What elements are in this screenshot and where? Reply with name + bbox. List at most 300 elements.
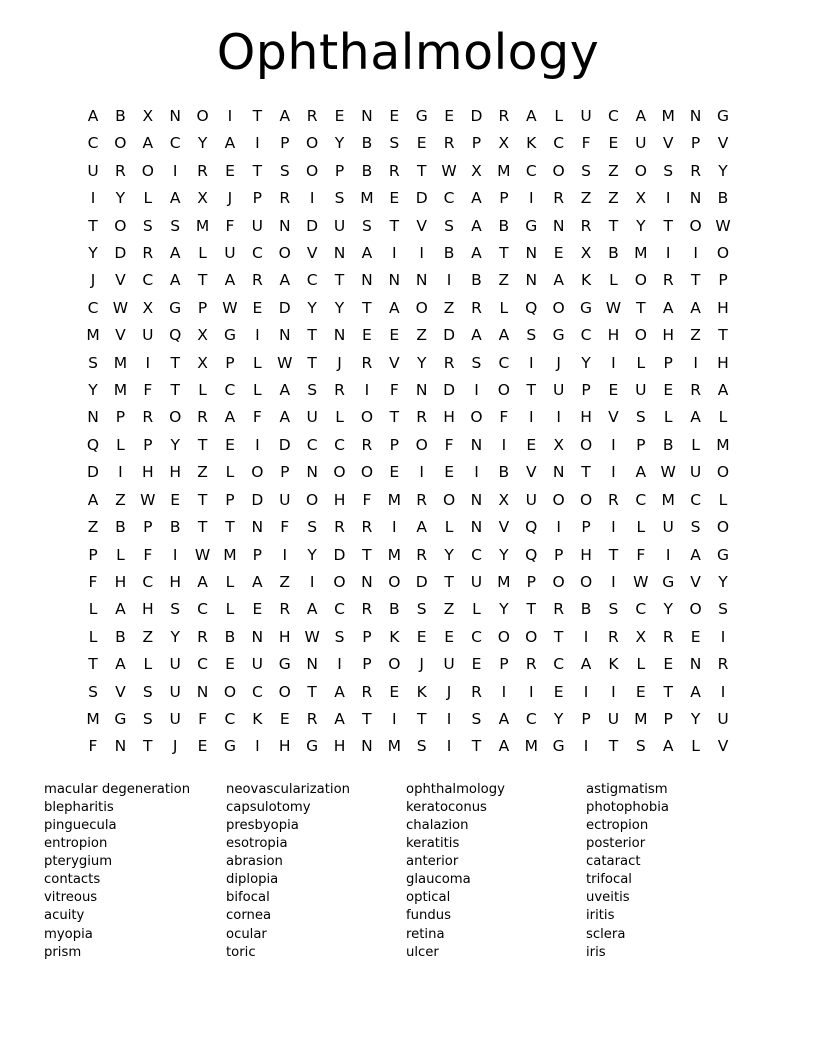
grid-cell[interactable]: N bbox=[470, 435, 483, 454]
grid-cell[interactable]: H bbox=[278, 627, 291, 646]
grid-cell[interactable]: X bbox=[197, 326, 208, 345]
grid-cell[interactable]: S bbox=[142, 216, 153, 235]
grid-cell[interactable]: I bbox=[446, 709, 452, 728]
grid-cell[interactable]: P bbox=[471, 134, 482, 153]
grid-cell[interactable]: P bbox=[663, 353, 673, 372]
grid-cell[interactable]: W bbox=[140, 490, 156, 509]
grid-cell[interactable]: V bbox=[115, 682, 126, 701]
grid-cell[interactable]: K bbox=[526, 134, 537, 153]
word-list-item[interactable]: acuity bbox=[44, 908, 85, 924]
word-list-item[interactable]: posterior bbox=[586, 836, 646, 852]
grid-cell[interactable]: A bbox=[471, 326, 482, 345]
grid-cell[interactable]: P bbox=[362, 655, 372, 674]
grid-cell[interactable]: T bbox=[416, 161, 427, 180]
grid-cell[interactable]: O bbox=[196, 107, 209, 125]
grid-cell[interactable]: D bbox=[87, 463, 99, 482]
grid-cell[interactable]: A bbox=[169, 189, 181, 208]
grid-cell[interactable]: O bbox=[689, 600, 702, 619]
grid-cell[interactable]: V bbox=[389, 353, 400, 372]
grid-cell[interactable]: C bbox=[142, 572, 154, 591]
grid-cell[interactable]: R bbox=[471, 298, 482, 317]
grid-cell[interactable]: M bbox=[195, 216, 210, 235]
grid-cell[interactable]: O bbox=[552, 490, 565, 509]
grid-cell[interactable]: A bbox=[169, 271, 181, 290]
grid-cell[interactable]: N bbox=[278, 216, 291, 235]
grid-cell[interactable]: I bbox=[556, 408, 561, 427]
grid-cell[interactable]: I bbox=[611, 435, 616, 454]
word-list-item[interactable]: vitreous bbox=[44, 890, 98, 906]
grid-cell[interactable]: R bbox=[471, 682, 482, 701]
grid-cell[interactable]: P bbox=[143, 518, 153, 537]
grid-cell[interactable]: R bbox=[388, 161, 400, 180]
grid-cell[interactable]: C bbox=[525, 161, 537, 180]
grid-cell[interactable]: S bbox=[279, 161, 290, 180]
grid-cell[interactable]: C bbox=[471, 627, 482, 646]
grid-cell[interactable]: E bbox=[389, 682, 400, 701]
word-list-item[interactable]: sclera bbox=[586, 926, 626, 942]
grid-cell[interactable]: Z bbox=[498, 271, 510, 290]
grid-cell[interactable]: G bbox=[716, 107, 729, 125]
grid-cell[interactable]: B bbox=[443, 244, 455, 263]
grid-cell[interactable]: M bbox=[661, 107, 675, 125]
grid-cell[interactable]: B bbox=[471, 271, 482, 290]
grid-cell[interactable]: U bbox=[635, 134, 647, 153]
grid-cell[interactable]: C bbox=[334, 435, 345, 454]
grid-cell[interactable]: T bbox=[416, 709, 427, 728]
grid-cell[interactable]: A bbox=[279, 107, 291, 125]
grid-cell[interactable]: A bbox=[279, 271, 291, 290]
grid-cell[interactable]: Y bbox=[718, 161, 728, 180]
grid-cell[interactable]: W bbox=[222, 298, 238, 317]
grid-cell[interactable]: Q bbox=[525, 518, 538, 537]
grid-cell[interactable]: A bbox=[553, 271, 564, 290]
grid-cell[interactable]: I bbox=[528, 189, 534, 208]
grid-cell[interactable]: B bbox=[115, 518, 126, 537]
grid-cell[interactable]: A bbox=[690, 408, 701, 427]
grid-cell[interactable]: G bbox=[278, 655, 291, 674]
grid-cell[interactable]: T bbox=[690, 271, 701, 290]
grid-cell[interactable]: O bbox=[716, 244, 730, 263]
grid-cell[interactable]: X bbox=[580, 244, 592, 263]
grid-cell[interactable]: D bbox=[333, 545, 346, 564]
grid-cell[interactable]: N bbox=[361, 271, 373, 290]
grid-cell[interactable]: I bbox=[392, 244, 397, 263]
grid-cell[interactable]: O bbox=[306, 134, 319, 153]
grid-cell[interactable]: T bbox=[362, 709, 372, 728]
grid-cell[interactable]: Y bbox=[553, 709, 564, 728]
word-list-item[interactable]: photophobia bbox=[586, 799, 669, 815]
grid-cell[interactable]: I bbox=[611, 682, 616, 701]
grid-cell[interactable]: C bbox=[224, 381, 236, 400]
grid-cell[interactable]: E bbox=[471, 655, 482, 674]
word-list-item[interactable]: macular degeneration bbox=[44, 781, 191, 797]
grid-cell[interactable]: E bbox=[334, 107, 345, 125]
word-list-item[interactable]: keratitis bbox=[406, 836, 460, 852]
grid-cell[interactable]: E bbox=[444, 107, 454, 125]
grid-cell[interactable]: I bbox=[665, 545, 671, 564]
grid-cell[interactable]: O bbox=[525, 627, 538, 646]
grid-cell[interactable]: L bbox=[554, 107, 563, 125]
grid-cell[interactable]: F bbox=[499, 408, 509, 427]
grid-cell[interactable]: U bbox=[662, 518, 674, 537]
word-list-item[interactable]: presbyopia bbox=[226, 817, 299, 833]
letter-grid[interactable] bbox=[79, 103, 736, 761]
word-list-item[interactable]: entropion bbox=[44, 836, 108, 852]
grid-cell[interactable]: Y bbox=[307, 545, 317, 564]
grid-cell[interactable]: B bbox=[115, 107, 126, 125]
grid-cell[interactable]: R bbox=[197, 408, 208, 427]
grid-cell[interactable]: I bbox=[583, 737, 589, 756]
grid-cell[interactable]: X bbox=[498, 134, 510, 153]
grid-cell[interactable]: S bbox=[334, 627, 345, 646]
grid-cell[interactable]: I bbox=[446, 271, 452, 290]
grid-cell[interactable]: F bbox=[389, 381, 399, 400]
grid-cell[interactable]: J bbox=[419, 655, 424, 674]
grid-cell[interactable]: C bbox=[224, 709, 236, 728]
grid-cell[interactable]: I bbox=[255, 737, 260, 756]
grid-cell[interactable]: D bbox=[443, 381, 456, 400]
grid-cell[interactable]: C bbox=[197, 600, 208, 619]
grid-cell[interactable]: M bbox=[387, 490, 401, 509]
grid-cell[interactable]: C bbox=[87, 298, 99, 317]
grid-cell[interactable]: K bbox=[389, 627, 400, 646]
grid-cell[interactable]: Y bbox=[170, 627, 180, 646]
word-list-item[interactable]: ulcer bbox=[406, 944, 439, 960]
grid-cell[interactable]: T bbox=[389, 216, 400, 235]
grid-cell[interactable]: H bbox=[443, 408, 455, 427]
grid-cell[interactable]: Y bbox=[690, 709, 701, 728]
grid-cell[interactable]: L bbox=[88, 600, 98, 619]
grid-cell[interactable]: T bbox=[252, 161, 263, 180]
grid-cell[interactable]: E bbox=[389, 326, 400, 345]
grid-cell[interactable]: I bbox=[665, 189, 671, 208]
grid-cell[interactable]: R bbox=[197, 161, 208, 180]
grid-cell[interactable]: A bbox=[334, 682, 345, 701]
grid-cell[interactable]: Y bbox=[170, 435, 180, 454]
grid-cell[interactable]: V bbox=[115, 271, 126, 290]
grid-cell[interactable]: O bbox=[360, 408, 374, 427]
grid-cell[interactable]: O bbox=[552, 161, 565, 180]
grid-cell[interactable]: X bbox=[197, 189, 208, 208]
grid-cell[interactable]: T bbox=[88, 655, 98, 674]
grid-cell[interactable]: A bbox=[580, 655, 592, 674]
grid-cell[interactable]: Y bbox=[499, 600, 509, 619]
grid-cell[interactable]: P bbox=[197, 298, 208, 317]
word-list-item[interactable]: uveitis bbox=[586, 890, 630, 906]
grid-cell[interactable]: R bbox=[525, 655, 537, 674]
grid-cell[interactable]: M bbox=[113, 353, 128, 372]
grid-cell[interactable]: A bbox=[471, 189, 482, 208]
grid-cell[interactable]: I bbox=[227, 107, 233, 125]
grid-cell[interactable]: G bbox=[223, 737, 236, 756]
grid-cell[interactable]: O bbox=[497, 627, 510, 646]
grid-cell[interactable]: N bbox=[87, 408, 99, 427]
grid-cell[interactable]: A bbox=[389, 298, 400, 317]
grid-cell[interactable]: T bbox=[170, 353, 180, 372]
grid-cell[interactable]: A bbox=[224, 271, 236, 290]
grid-cell[interactable]: R bbox=[142, 408, 154, 427]
grid-cell[interactable]: U bbox=[251, 216, 264, 235]
grid-cell[interactable]: M bbox=[634, 709, 648, 728]
grid-cell[interactable]: C bbox=[635, 490, 647, 509]
grid-cell[interactable]: L bbox=[444, 518, 454, 537]
grid-cell[interactable]: R bbox=[361, 435, 373, 454]
grid-cell[interactable]: L bbox=[198, 244, 207, 263]
grid-cell[interactable]: Y bbox=[88, 244, 98, 263]
word-list-item[interactable]: iris bbox=[586, 944, 606, 960]
grid-cell[interactable]: X bbox=[197, 353, 208, 372]
grid-cell[interactable]: I bbox=[309, 189, 315, 208]
grid-cell[interactable]: V bbox=[690, 572, 701, 591]
grid-cell[interactable]: N bbox=[415, 381, 428, 400]
grid-cell[interactable]: A bbox=[87, 107, 99, 125]
grid-cell[interactable]: D bbox=[415, 572, 428, 591]
grid-cell[interactable]: U bbox=[607, 709, 620, 728]
grid-cell[interactable]: S bbox=[307, 518, 318, 537]
grid-cell[interactable]: P bbox=[690, 134, 701, 153]
grid-cell[interactable]: S bbox=[416, 600, 427, 619]
grid-cell[interactable]: N bbox=[114, 737, 127, 756]
grid-cell[interactable]: A bbox=[224, 134, 236, 153]
grid-cell[interactable]: P bbox=[526, 572, 536, 591]
grid-cell[interactable]: I bbox=[693, 353, 698, 372]
grid-cell[interactable]: C bbox=[580, 326, 592, 345]
grid-cell[interactable]: A bbox=[306, 600, 318, 619]
grid-cell[interactable]: E bbox=[389, 107, 400, 125]
grid-cell[interactable]: N bbox=[525, 244, 538, 263]
grid-cell[interactable]: C bbox=[690, 490, 702, 509]
grid-cell[interactable]: C bbox=[498, 353, 510, 372]
grid-cell[interactable]: U bbox=[635, 381, 647, 400]
grid-cell[interactable]: I bbox=[693, 244, 698, 263]
grid-cell[interactable]: I bbox=[419, 463, 424, 482]
grid-cell[interactable]: R bbox=[251, 271, 263, 290]
grid-cell[interactable]: N bbox=[689, 655, 702, 674]
grid-cell[interactable]: U bbox=[169, 655, 181, 674]
grid-cell[interactable]: P bbox=[280, 463, 290, 482]
grid-cell[interactable]: L bbox=[253, 353, 262, 372]
word-list-item[interactable]: ectropion bbox=[586, 817, 649, 833]
grid-cell[interactable]: P bbox=[389, 435, 399, 454]
word-list-item[interactable]: trifocal bbox=[586, 872, 632, 888]
grid-cell[interactable]: L bbox=[116, 435, 125, 454]
grid-cell[interactable]: L bbox=[198, 381, 207, 400]
grid-cell[interactable]: H bbox=[141, 600, 154, 619]
grid-cell[interactable]: R bbox=[690, 161, 701, 180]
grid-cell[interactable]: U bbox=[580, 107, 592, 125]
grid-cell[interactable]: V bbox=[662, 134, 674, 153]
grid-cell[interactable]: I bbox=[90, 189, 96, 208]
grid-cell[interactable]: E bbox=[170, 490, 181, 509]
grid-cell[interactable]: A bbox=[635, 107, 647, 125]
grid-cell[interactable]: N bbox=[251, 627, 264, 646]
grid-cell[interactable]: H bbox=[580, 545, 592, 564]
grid-cell[interactable]: O bbox=[251, 463, 264, 482]
grid-cell[interactable]: F bbox=[143, 381, 153, 400]
grid-cell[interactable]: T bbox=[143, 737, 153, 756]
grid-cell[interactable]: S bbox=[170, 600, 181, 619]
grid-cell[interactable]: I bbox=[501, 435, 507, 454]
grid-cell[interactable]: U bbox=[552, 381, 565, 400]
grid-cell[interactable]: N bbox=[470, 518, 483, 537]
grid-cell[interactable]: I bbox=[309, 572, 315, 591]
grid-cell[interactable]: E bbox=[225, 655, 235, 674]
grid-cell[interactable]: N bbox=[689, 107, 702, 125]
grid-cell[interactable]: Y bbox=[499, 545, 509, 564]
grid-cell[interactable]: J bbox=[446, 682, 452, 701]
grid-cell[interactable]: N bbox=[196, 682, 209, 701]
grid-cell[interactable]: G bbox=[552, 326, 565, 345]
grid-cell[interactable]: Z bbox=[443, 298, 455, 317]
grid-cell[interactable]: U bbox=[443, 655, 455, 674]
grid-cell[interactable]: D bbox=[114, 244, 127, 263]
grid-cell[interactable]: G bbox=[662, 572, 675, 591]
grid-cell[interactable]: Z bbox=[142, 627, 154, 646]
grid-cell[interactable]: O bbox=[114, 216, 127, 235]
grid-cell[interactable]: A bbox=[361, 244, 373, 263]
grid-cell[interactable]: N bbox=[333, 244, 346, 263]
grid-cell[interactable]: C bbox=[334, 600, 345, 619]
grid-cell[interactable]: I bbox=[611, 518, 616, 537]
grid-cell[interactable]: V bbox=[717, 737, 729, 756]
grid-cell[interactable]: X bbox=[553, 435, 564, 454]
grid-cell[interactable]: O bbox=[333, 463, 346, 482]
grid-cell[interactable]: I bbox=[611, 353, 616, 372]
grid-cell[interactable]: S bbox=[307, 381, 318, 400]
grid-cell[interactable]: X bbox=[471, 161, 482, 180]
grid-cell[interactable]: R bbox=[361, 353, 373, 372]
grid-cell[interactable]: T bbox=[170, 381, 180, 400]
grid-cell[interactable]: W bbox=[194, 545, 211, 564]
grid-cell[interactable]: C bbox=[471, 545, 482, 564]
grid-cell[interactable]: R bbox=[279, 189, 291, 208]
grid-cell[interactable]: W bbox=[112, 298, 129, 317]
grid-cell[interactable]: A bbox=[416, 518, 427, 537]
grid-cell[interactable]: U bbox=[169, 709, 181, 728]
grid-cell[interactable]: P bbox=[581, 381, 591, 400]
grid-cell[interactable]: R bbox=[717, 655, 729, 674]
grid-cell[interactable]: N bbox=[689, 189, 702, 208]
grid-cell[interactable]: M bbox=[716, 435, 730, 454]
grid-cell[interactable]: Q bbox=[86, 435, 100, 454]
grid-cell[interactable]: I bbox=[255, 435, 260, 454]
grid-cell[interactable]: A bbox=[717, 381, 729, 400]
grid-cell[interactable]: O bbox=[716, 518, 730, 537]
grid-cell[interactable]: E bbox=[608, 134, 619, 153]
grid-cell[interactable]: V bbox=[306, 244, 318, 263]
grid-cell[interactable]: S bbox=[88, 353, 98, 372]
grid-cell[interactable]: J bbox=[172, 737, 178, 756]
grid-cell[interactable]: T bbox=[663, 216, 673, 235]
grid-cell[interactable]: O bbox=[114, 134, 127, 153]
grid-cell[interactable]: Y bbox=[581, 353, 591, 372]
grid-cell[interactable]: U bbox=[251, 655, 264, 674]
grid-cell[interactable]: G bbox=[716, 545, 729, 564]
grid-cell[interactable]: S bbox=[142, 709, 153, 728]
grid-cell[interactable]: R bbox=[115, 161, 126, 180]
grid-cell[interactable]: K bbox=[252, 709, 263, 728]
grid-cell[interactable]: U bbox=[306, 408, 318, 427]
grid-cell[interactable]: O bbox=[497, 381, 510, 400]
grid-cell[interactable]: O bbox=[579, 572, 593, 591]
grid-cell[interactable]: S bbox=[88, 682, 98, 701]
grid-cell[interactable]: F bbox=[444, 435, 454, 454]
grid-cell[interactable]: P bbox=[499, 655, 509, 674]
grid-cell[interactable]: E bbox=[663, 381, 674, 400]
grid-cell[interactable]: T bbox=[608, 545, 619, 564]
grid-cell[interactable]: M bbox=[360, 189, 374, 208]
grid-cell[interactable]: T bbox=[197, 490, 208, 509]
grid-cell[interactable]: C bbox=[87, 134, 99, 153]
grid-cell[interactable]: E bbox=[252, 600, 263, 619]
grid-cell[interactable]: Z bbox=[115, 490, 126, 509]
grid-cell[interactable]: H bbox=[717, 353, 729, 372]
grid-cell[interactable]: R bbox=[443, 134, 455, 153]
grid-cell[interactable]: P bbox=[252, 189, 263, 208]
grid-cell[interactable]: E bbox=[362, 326, 372, 345]
word-list-item[interactable]: neovascularization bbox=[226, 781, 350, 797]
grid-cell[interactable]: P bbox=[581, 709, 591, 728]
grid-cell[interactable]: E bbox=[225, 435, 235, 454]
grid-cell[interactable]: Z bbox=[580, 189, 592, 208]
grid-cell[interactable]: I bbox=[501, 682, 507, 701]
grid-cell[interactable]: E bbox=[663, 655, 674, 674]
grid-cell[interactable]: M bbox=[497, 161, 511, 180]
word-list-item[interactable]: cornea bbox=[226, 908, 272, 924]
grid-cell[interactable]: S bbox=[471, 709, 482, 728]
grid-cell[interactable]: R bbox=[197, 627, 208, 646]
word-list-item[interactable]: toric bbox=[226, 944, 256, 960]
grid-cell[interactable]: M bbox=[86, 709, 100, 728]
grid-cell[interactable]: O bbox=[552, 572, 565, 591]
word-list-item[interactable]: astigmatism bbox=[586, 781, 668, 797]
grid-cell[interactable]: N bbox=[525, 271, 538, 290]
grid-cell[interactable]: R bbox=[608, 627, 619, 646]
grid-cell[interactable]: C bbox=[306, 271, 318, 290]
grid-cell[interactable]: A bbox=[498, 326, 510, 345]
grid-cell[interactable]: R bbox=[142, 244, 154, 263]
grid-cell[interactable]: V bbox=[416, 216, 427, 235]
grid-cell[interactable]: U bbox=[525, 490, 537, 509]
grid-cell[interactable]: R bbox=[662, 627, 674, 646]
grid-cell[interactable]: T bbox=[553, 627, 564, 646]
grid-cell[interactable]: M bbox=[223, 545, 237, 564]
grid-cell[interactable]: X bbox=[635, 627, 647, 646]
grid-cell[interactable]: L bbox=[225, 572, 235, 591]
grid-cell[interactable]: P bbox=[225, 353, 235, 372]
grid-cell[interactable]: Z bbox=[608, 189, 619, 208]
grid-cell[interactable]: T bbox=[526, 381, 536, 400]
grid-cell[interactable]: A bbox=[115, 600, 126, 619]
grid-cell[interactable]: R bbox=[608, 490, 619, 509]
grid-cell[interactable]: S bbox=[690, 518, 701, 537]
grid-cell[interactable]: A bbox=[498, 709, 510, 728]
grid-cell[interactable]: B bbox=[717, 189, 729, 208]
grid-cell[interactable]: A bbox=[525, 107, 537, 125]
grid-cell[interactable]: K bbox=[580, 271, 592, 290]
grid-cell[interactable]: S bbox=[334, 189, 345, 208]
grid-cell[interactable]: E bbox=[526, 435, 537, 454]
grid-cell[interactable]: Q bbox=[525, 545, 538, 564]
grid-cell[interactable]: X bbox=[498, 490, 510, 509]
word-list-item[interactable]: contacts bbox=[44, 872, 101, 888]
grid-cell[interactable]: Z bbox=[416, 326, 427, 345]
grid-cell[interactable]: E bbox=[279, 709, 290, 728]
word-list-item[interactable]: blepharitis bbox=[44, 799, 114, 815]
grid-cell[interactable]: O bbox=[306, 161, 319, 180]
word-list-item[interactable]: abrasion bbox=[226, 854, 283, 870]
grid-cell[interactable]: I bbox=[392, 709, 397, 728]
